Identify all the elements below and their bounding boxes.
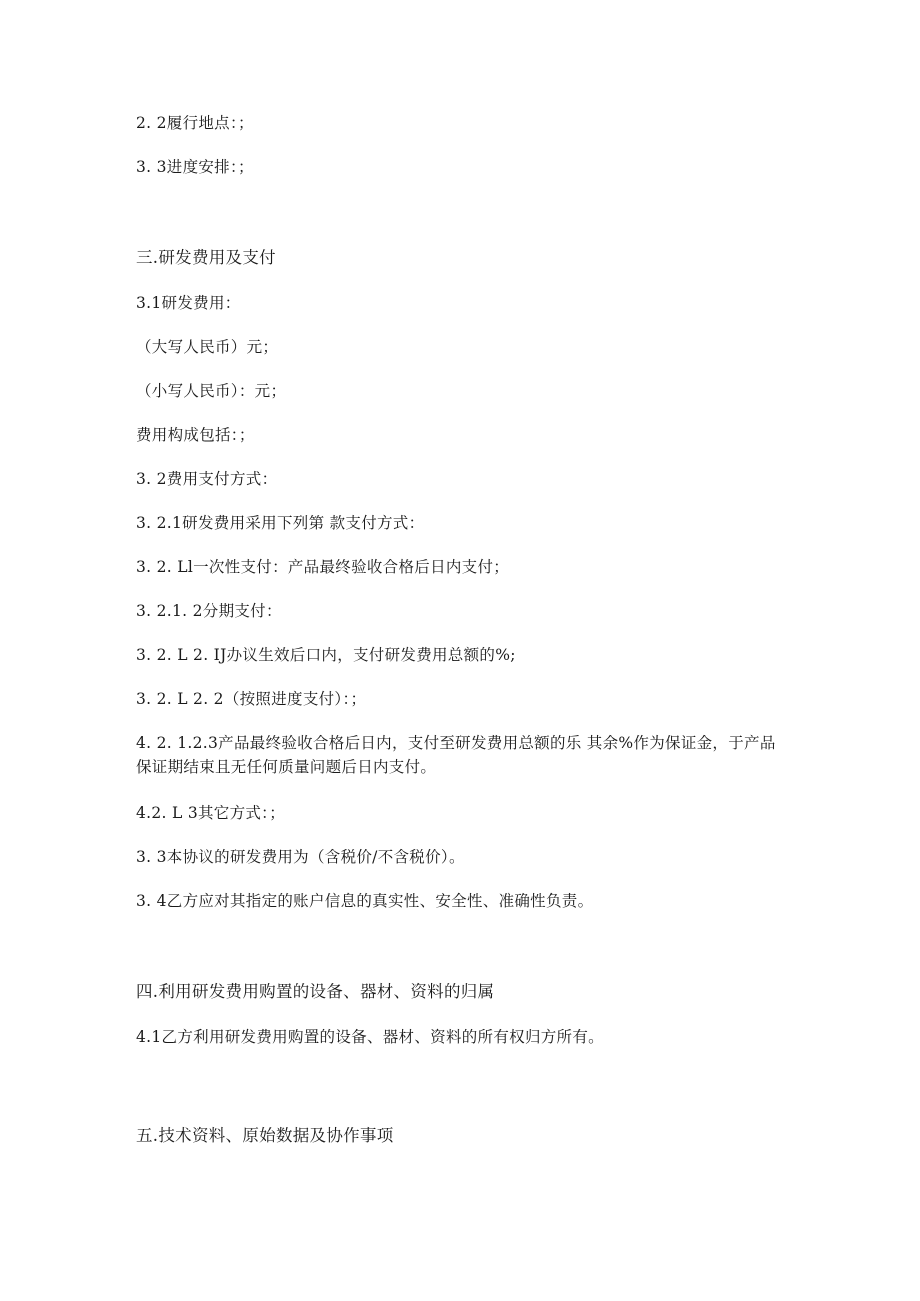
clause-3-1-fee: 3.1研发费用： [136, 294, 241, 312]
section-heading-3: 三.研发费用及支付 [136, 248, 276, 267]
fee-lowercase-rmb: （小写人民币）：元； [136, 382, 287, 400]
clause-3-2-1-2-1: 3. 2. L 2. IJ办议生效后口内，支付研发费用总额的%; [136, 646, 516, 664]
clause-3-3-schedule: 3. 3进度安排：； [136, 158, 254, 176]
section-heading-5: 五.技术资料、原始数据及协作事项 [136, 1126, 394, 1145]
clause-4-2-1-2-3: 4. 2. 1.2.3产品最终验收合格后日内，支付至研发费用总额的乐 其余%作为保证金，于产品保证期结束且无任何质量问题后日内支付。 [136, 734, 776, 776]
clause-3-2-1-1: 3. 2. Ll一次性支付：产品最终验收合格后日内支付； [136, 558, 510, 576]
fee-uppercase-rmb: （大写人民币）元； [136, 338, 279, 356]
fee-composition: 费用构成包括：； [136, 426, 255, 444]
clause-3-3-tax: 3. 3本协议的研发费用为（含税价/不含税价）。 [136, 848, 465, 866]
section-heading-4: 四.利用研发费用购置的设备、器材、资料的归属 [136, 982, 495, 1001]
clause-3-2-1-2: 3. 2.1. 2分期支付： [136, 602, 282, 620]
clause-4-1-ownership: 4.1乙方利用研发费用购置的设备、器材、资料的所有权归方所有。 [136, 1028, 604, 1046]
clause-3-2-1: 3. 2.1研发费用采用下列第 款支付方式： [136, 514, 425, 532]
clause-3-2-payment-method: 3. 2费用支付方式： [136, 470, 278, 488]
clause-2-2-location: 2. 2履行地点：； [136, 114, 254, 132]
clause-3-4-account: 3. 4乙方应对其指定的账户信息的真实性、安全性、准确性负责。 [136, 892, 594, 910]
clause-4-2-1-3: 4.2. L 3其它方式：； [136, 804, 286, 822]
clause-3-2-1-2-2: 3. 2. L 2. 2（按照进度支付）：； [136, 690, 367, 708]
